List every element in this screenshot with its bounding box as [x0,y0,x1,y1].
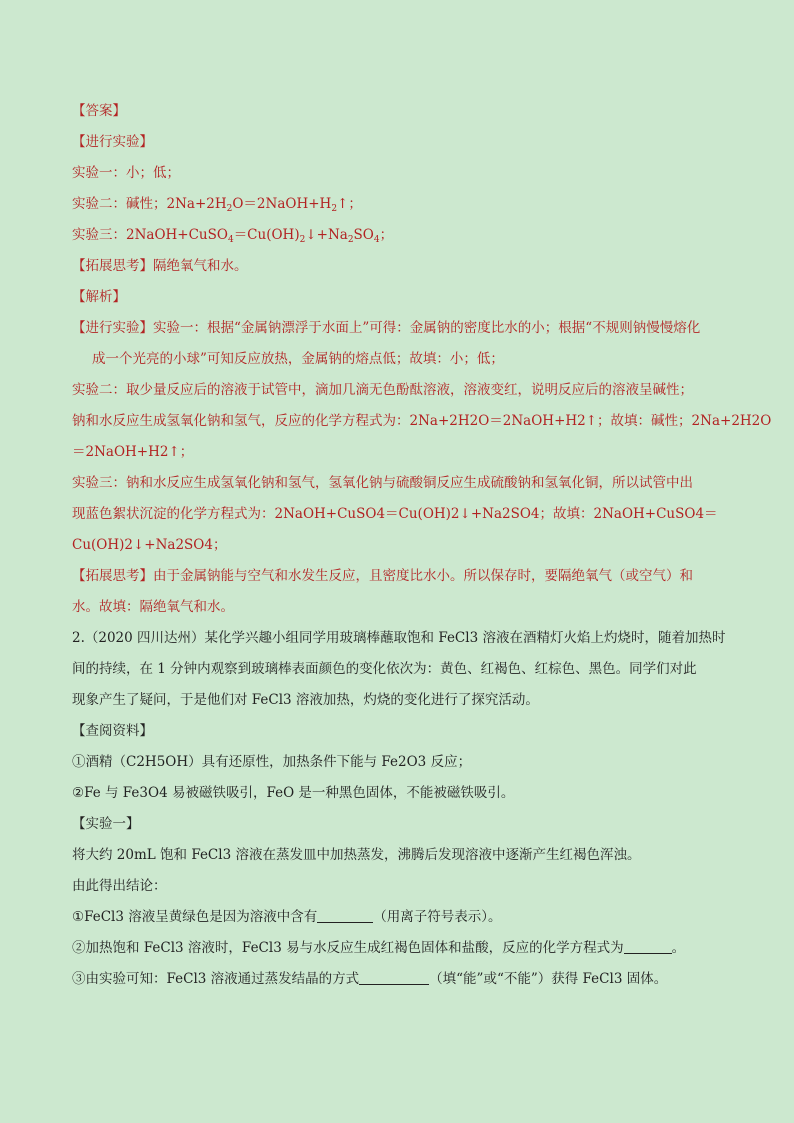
conclusion-1: ①FeCl3 溶液呈黄绿色是因为溶液中含有 （用离子符号表示）。 [72,909,502,925]
experiment-heading: 【进行实验】 [72,134,153,150]
answer-exp2: 实验二：碱性；$2Na+2H_2O=2NaOH+H_2↑$； [72,196,362,214]
analysis-p1-line1: 【进行实验】实验一：根据“金属钠漂浮于水面上”可得：金属钠的密度比水的小；根据“不规则钠慢慢熔化 [72,320,701,336]
experiment1-text: 将大约 20mL 饱和 FeCl3 溶液在蒸发皿中加热蒸发，沸腾后发现溶液中逐渐产生红褐色浑浊。 [72,847,641,863]
q2-line2: 间的持续，在 1 分钟内观察到玻璃棒表面颜色的变化依次为：黄色、红褐色、红棕色、黑色。同学们对此 [72,661,697,677]
analysis-p3-line3: Cu(OH)2↓+Na2SO4； [72,537,227,553]
document-page [72,96,772,995]
conclusion-3: ③由实验可知：FeCl3 溶液通过蒸发结晶的方式 （填“能”或“不能”）获得 FeCl3 固体。 [72,971,668,987]
conclusion-heading: 由此得出结论： [72,878,167,894]
reference-2: ②Fe 与 Fe3O4 易被磁铁吸引，FeO 是一种黑色固体，不能被磁铁吸引。 [72,785,515,801]
analysis-p2-line2: 钠和水反应生成氢氧化钠和氢气，反应的化学方程式为：2Na+2H2O＝2NaOH+H2↑；故填：碱性；2Na+2H2O [72,413,772,429]
analysis-p4-line2: 水。故填：隔绝氧气和水。 [72,599,234,615]
analysis-p1-line2: 成一个光亮的小球”可知反应放热，金属钠的熔点低；故填：小；低； [92,351,504,367]
analysis-p3-line1: 实验三：钠和水反应生成氢氧化钠和氢气，氢氧化钠与硫酸铜反应生成硫酸钠和氢氧化铜，所以试管中出 [72,475,693,491]
experiment1-heading: 【实验一】 [72,816,140,832]
q2-line3: 现象产生了疑问，于是他们对 FeCl3 溶液加热，灼烧的变化进行了探究活动。 [72,692,539,708]
answer-exp1: 实验一：小；低； [72,165,180,181]
analysis-heading: 【解析】 [72,289,126,305]
reference-heading: 【查阅资料】 [72,723,153,739]
answer-blank-1[interactable] [317,908,373,923]
analysis-p2-line1: 实验二：取少量反应后的溶液于试管中，滴加几滴无色酚酞溶液，溶液变红，说明反应后的溶液呈碱性； [72,382,693,398]
answer-exp3: 实验三：$2NaOH+CuSO_4=Cu(OH)_2↓+Na_2SO_4$； [72,227,394,245]
analysis-p2-line3: ＝2NaOH+H2↑； [72,444,194,460]
conclusion-2: ②加热饱和 FeCl3 溶液时，FeCl3 易与水反应生成红褐色固体和盐酸，反应的化学方程式为 。 [72,940,686,956]
answer-extension: 【拓展思考】隔绝氧气和水。 [72,258,248,274]
answer-blank-3[interactable] [359,970,429,985]
reference-1: ①酒精（C2H5OH）具有还原性，加热条件下能与 Fe2O3 反应； [72,754,472,770]
answer-heading: 【答案】 [72,103,126,119]
q2-line1: 2.（2020 四川达州）某化学兴趣小组同学用玻璃棒蘸取饱和 FeCl3 溶液在酒精灯火焰上灼烧时，随着加热时 [72,630,726,646]
analysis-p4-line1: 【拓展思考】由于金属钠能与空气和水发生反应，且密度比水小。所以保存时，要隔绝氧气（或空气）和 [72,568,693,584]
analysis-p3-line2: 现蓝色絮状沉淀的化学方程式为：2NaOH+CuSO4＝Cu(OH)2↓+Na2SO4；故填：2NaOH+CuSO4＝ [72,506,718,522]
answer-blank-2[interactable] [624,939,672,954]
